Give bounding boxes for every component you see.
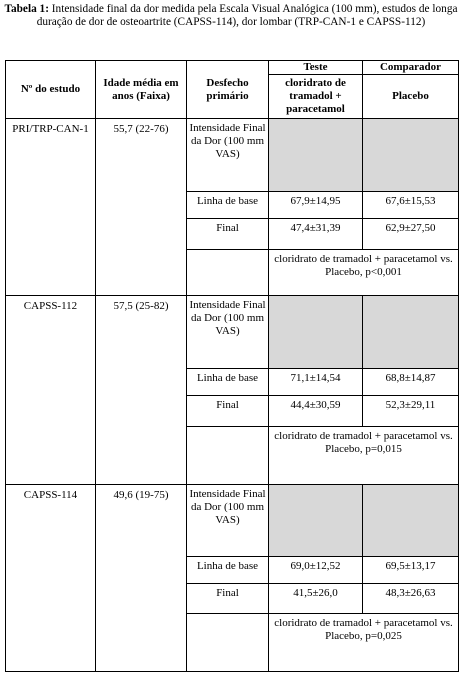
- baseline-label: Linha de base: [187, 369, 269, 396]
- shaded-cell: [363, 119, 459, 192]
- results-table: [5, 60, 459, 672]
- header-age: Idade média em anos (Faixa): [96, 61, 187, 119]
- baseline-test-value: 71,1±14,54: [269, 369, 363, 396]
- header-endpoint: Desfecho primário: [187, 61, 269, 119]
- caption-text: Intensidade final da dor medida pela Escala Visual Analógica (100 mm), estudos de longa duração de dor de osteoartrite (CAPSS-114), dor lombar (TRP-CAN-1 e CAPSS-112): [36, 3, 458, 29]
- baseline-label: Linha de base: [187, 192, 269, 219]
- study-age: 49,6 (19-75): [96, 485, 187, 672]
- study-name: CAPSS-112: [6, 296, 96, 485]
- study-row-endpoint: [6, 296, 459, 369]
- study-age: 55,7 (22-76): [96, 119, 187, 296]
- empty-cell: [187, 614, 269, 672]
- baseline-test-value: 69,0±12,52: [269, 557, 363, 584]
- header-study: Nº do estudo: [6, 61, 96, 119]
- table-caption: [4, 3, 458, 29]
- study-name: CAPSS-114: [6, 485, 96, 672]
- comparison-text: cloridrato de tramadol + paracetamol vs. Placebo, p=0,025: [269, 614, 459, 672]
- study-age: 57,5 (25-82): [96, 296, 187, 485]
- final-placebo-value: 52,3±29,11: [363, 396, 459, 427]
- study-endpoint: Intensidade Final da Dor (100 mm VAS): [187, 119, 269, 192]
- shaded-cell: [269, 119, 363, 192]
- comparison-text: cloridrato de tramadol + paracetamol vs. Placebo, p<0,001: [269, 250, 459, 296]
- shaded-cell: [363, 485, 459, 557]
- baseline-placebo-value: 67,6±15,53: [363, 192, 459, 219]
- final-test-value: 44,4±30,59: [269, 396, 363, 427]
- study-endpoint: Intensidade Final da Dor (100 mm VAS): [187, 296, 269, 369]
- baseline-label: Linha de base: [187, 557, 269, 584]
- study-row-endpoint: [6, 485, 459, 557]
- baseline-placebo-value: 69,5±13,17: [363, 557, 459, 584]
- baseline-test-value: 67,9±14,95: [269, 192, 363, 219]
- final-test-value: 47,4±31,39: [269, 219, 363, 250]
- final-label: Final: [187, 396, 269, 427]
- final-test-value: 41,5±26,0: [269, 584, 363, 614]
- study-endpoint: Intensidade Final da Dor (100 mm VAS): [187, 485, 269, 557]
- final-label: Final: [187, 584, 269, 614]
- header-test-drug: cloridrato de tramadol + paracetamol: [269, 75, 363, 119]
- empty-cell: [187, 250, 269, 296]
- header-test-group: Teste: [269, 61, 363, 75]
- header-comparator-drug: Placebo: [363, 75, 459, 119]
- baseline-placebo-value: 68,8±14,87: [363, 369, 459, 396]
- empty-cell: [187, 427, 269, 485]
- shaded-cell: [269, 296, 363, 369]
- study-row-endpoint: [6, 119, 459, 192]
- study-name: PRI/TRP-CAN-1: [6, 119, 96, 296]
- final-label: Final: [187, 219, 269, 250]
- shaded-cell: [363, 296, 459, 369]
- shaded-cell: [269, 485, 363, 557]
- caption-label: Tabela 1:: [4, 3, 49, 15]
- comparison-text: cloridrato de tramadol + paracetamol vs. Placebo, p=0,015: [269, 427, 459, 485]
- header-comparator-group: Comparador: [363, 61, 459, 75]
- final-placebo-value: 62,9±27,50: [363, 219, 459, 250]
- final-placebo-value: 48,3±26,63: [363, 584, 459, 614]
